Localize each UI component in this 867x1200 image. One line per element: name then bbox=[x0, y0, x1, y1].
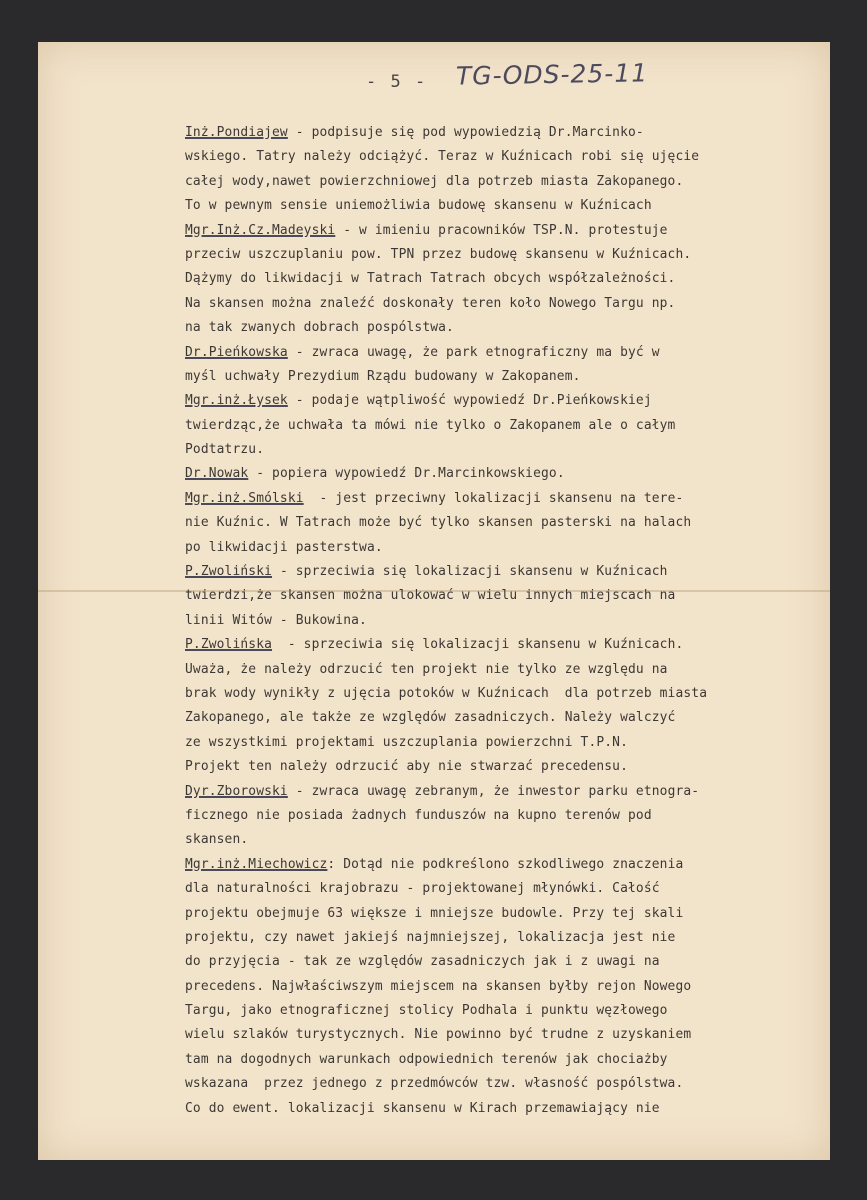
speaker-name: Dr.Nowak bbox=[185, 466, 249, 482]
line-text: Targu, jako etnograficznej stolicy Podhala i punktu węzłowego bbox=[185, 1003, 668, 1019]
text-line bbox=[185, 950, 825, 974]
line-text: skansen. bbox=[185, 832, 249, 848]
text-line bbox=[185, 706, 825, 730]
line-text: precedens. Najwłaściwszym miejscem na skansen byłby rejon Nowego bbox=[185, 978, 692, 994]
text-line bbox=[185, 609, 825, 633]
line-text: przeciw uszczuplaniu pow. TPN przez budowę skansenu w Kuźnicach. bbox=[185, 246, 692, 262]
text-line bbox=[185, 145, 825, 169]
line-text: projektu obejmuje 63 większe i mniejsze budowle. Przy tej skali bbox=[185, 905, 684, 921]
text-line bbox=[185, 414, 825, 438]
speaker-name: Dyr.Zborowski bbox=[185, 783, 288, 799]
line-text: linii Witów - Bukowina. bbox=[185, 612, 367, 628]
line-text: twierdząc,że uchwała ta mówi nie tylko o Zakopanem ale o całym bbox=[185, 417, 676, 433]
text-line bbox=[185, 1023, 825, 1047]
speaker-name: Mgr.Inż.Cz.Madeyski bbox=[185, 222, 336, 238]
line-text: wskiego. Tatry należy odciążyć. Teraz w Kuźnicach robi się ujęcie bbox=[185, 149, 700, 165]
text-line bbox=[185, 121, 825, 145]
line-text: całej wody,nawet powierzchniowej dla potrzeb miasta Zakopanego. bbox=[185, 173, 684, 189]
line-text: Dążymy do likwidacji w Tatrach Tatrach obcych współzależności. bbox=[185, 271, 676, 287]
text-line bbox=[185, 682, 825, 706]
text-line bbox=[185, 804, 825, 828]
line-text: do przyjęcia - tak ze względów zasadniczych jak i z uwagi na bbox=[185, 954, 660, 970]
text-line bbox=[185, 633, 825, 657]
line-text: - w imieniu pracowników TSP.N. protestuje bbox=[335, 222, 668, 238]
text-line bbox=[185, 975, 825, 999]
line-text: tam na dogodnych warunkach odpowiednich terenów jak chociażby bbox=[185, 1051, 668, 1067]
line-text: - podaje wątpliwość wypowiedź Dr.Pieńkowskiej bbox=[287, 393, 652, 409]
text-line bbox=[185, 438, 825, 462]
speaker-name: Inż.Pondiajew bbox=[185, 125, 288, 140]
text-line bbox=[185, 877, 825, 901]
text-line bbox=[185, 267, 825, 291]
text-line bbox=[185, 219, 825, 243]
line-text: ficznego nie posiada żadnych funduszów na kupno terenów pod bbox=[185, 807, 652, 823]
text-line bbox=[185, 828, 825, 852]
text-line bbox=[185, 1097, 825, 1121]
text-line bbox=[185, 560, 825, 584]
line-text: Co do ewent. lokalizacji skansenu w Kirach przemawiający nie bbox=[185, 1100, 660, 1116]
text-line bbox=[185, 292, 825, 316]
line-text: po likwidacji pasterstwa. bbox=[185, 539, 383, 555]
line-text: na tak zwanych dobrach pospólstwa. bbox=[185, 320, 454, 336]
line-text: projektu, czy nawet jakiejś najmniejszej, lokalizacja jest nie bbox=[185, 929, 676, 945]
line-text: wskazana przez jednego z przedmówców tzw. własność pospólstwa. bbox=[185, 1076, 684, 1092]
document-page bbox=[38, 42, 830, 1160]
line-text: : Dotąd nie podkreślono szkodliwego znaczenia bbox=[327, 856, 684, 872]
line-text: - sprzeciwia się lokalizacji skansenu w Kuźnicach bbox=[272, 564, 668, 580]
text-line bbox=[185, 194, 825, 218]
text-line bbox=[185, 584, 825, 608]
text-line bbox=[185, 365, 825, 389]
text-line bbox=[185, 341, 825, 365]
speaker-name: P.Zwoliński bbox=[185, 564, 273, 580]
text-line bbox=[185, 902, 825, 926]
line-text: - sprzeciwia się lokalizacji skansenu w Kuźnicach. bbox=[272, 637, 684, 653]
text-line bbox=[185, 462, 825, 486]
line-text: - zwraca uwagę zebranym, że inwestor parku etnogra- bbox=[287, 783, 700, 799]
line-text: brak wody wynikły z ujęcia potoków w Kuźnicach dla potrzeb miasta bbox=[185, 685, 708, 701]
text-line bbox=[185, 1048, 825, 1072]
speaker-name: Dr.Pieńkowska bbox=[185, 344, 288, 360]
line-text: Uważa, że należy odrzucić ten projekt nie tylko ze względu na bbox=[185, 661, 668, 677]
text-line bbox=[185, 243, 825, 267]
line-text: wielu szlaków turystycznych. Nie powinno być trudne z uzyskaniem bbox=[185, 1027, 692, 1043]
text-line bbox=[185, 926, 825, 950]
line-text: myśl uchwały Prezydium Rządu budowany w Zakopanem. bbox=[185, 368, 581, 384]
text-line bbox=[185, 999, 825, 1023]
text-line bbox=[185, 511, 825, 535]
line-text: - zwraca uwagę, że park etnograficzny ma być w bbox=[287, 344, 660, 360]
line-text: - popiera wypowiedź Dr.Marcinkowskiego. bbox=[248, 466, 565, 482]
text-line bbox=[185, 170, 825, 194]
page-number: - 5 - bbox=[366, 72, 428, 92]
text-line bbox=[185, 780, 825, 804]
line-text: Zakopanego, ale także ze względów zasadniczych. Należy walczyć bbox=[185, 710, 676, 726]
line-text: ze wszystkimi projektami uszczuplania powierzchni T.P.N. bbox=[185, 734, 629, 750]
line-text: dla naturalności krajobrazu - projektowanej młynówki. Całość bbox=[185, 881, 660, 897]
line-text: twierdzi,że skansen można ulokować w wielu innych miejscach na bbox=[185, 588, 676, 604]
line-text: nie Kuźnic. W Tatrach może być tylko skansen pasterski na halach bbox=[185, 515, 692, 531]
line-text: - jest przeciwny lokalizacji skansenu na tere- bbox=[303, 490, 684, 506]
text-line bbox=[185, 316, 825, 340]
text-line bbox=[185, 658, 825, 682]
line-text: Podtatrzu. bbox=[185, 442, 265, 458]
line-text: Projekt ten należy odrzucić aby nie stwarzać precedensu. bbox=[185, 759, 629, 775]
speaker-name: Mgr.inż.Miechowicz bbox=[185, 856, 328, 872]
line-text: To w pewnym sensie uniemożliwia budowę skansenu w Kuźnicach bbox=[185, 198, 652, 214]
text-line bbox=[185, 1072, 825, 1096]
line-text: - podpisuje się pod wypowiedzią Dr.Marcinko- bbox=[287, 125, 644, 140]
line-text: Na skansen można znaleźć doskonały teren koło Nowego Targu np. bbox=[185, 295, 676, 311]
text-line bbox=[185, 853, 825, 877]
text-line bbox=[185, 389, 825, 413]
text-line bbox=[185, 536, 825, 560]
speaker-name: Mgr.inż.Smólski bbox=[185, 490, 304, 506]
typed-minutes-text bbox=[185, 121, 825, 1121]
archive-code-handwritten: TG-ODS-25-11 bbox=[455, 58, 649, 91]
text-line bbox=[185, 755, 825, 779]
speaker-name: P.Zwolińska bbox=[185, 637, 273, 653]
text-line bbox=[185, 487, 825, 511]
speaker-name: Mgr.inż.Łysek bbox=[185, 393, 288, 409]
text-line bbox=[185, 731, 825, 755]
